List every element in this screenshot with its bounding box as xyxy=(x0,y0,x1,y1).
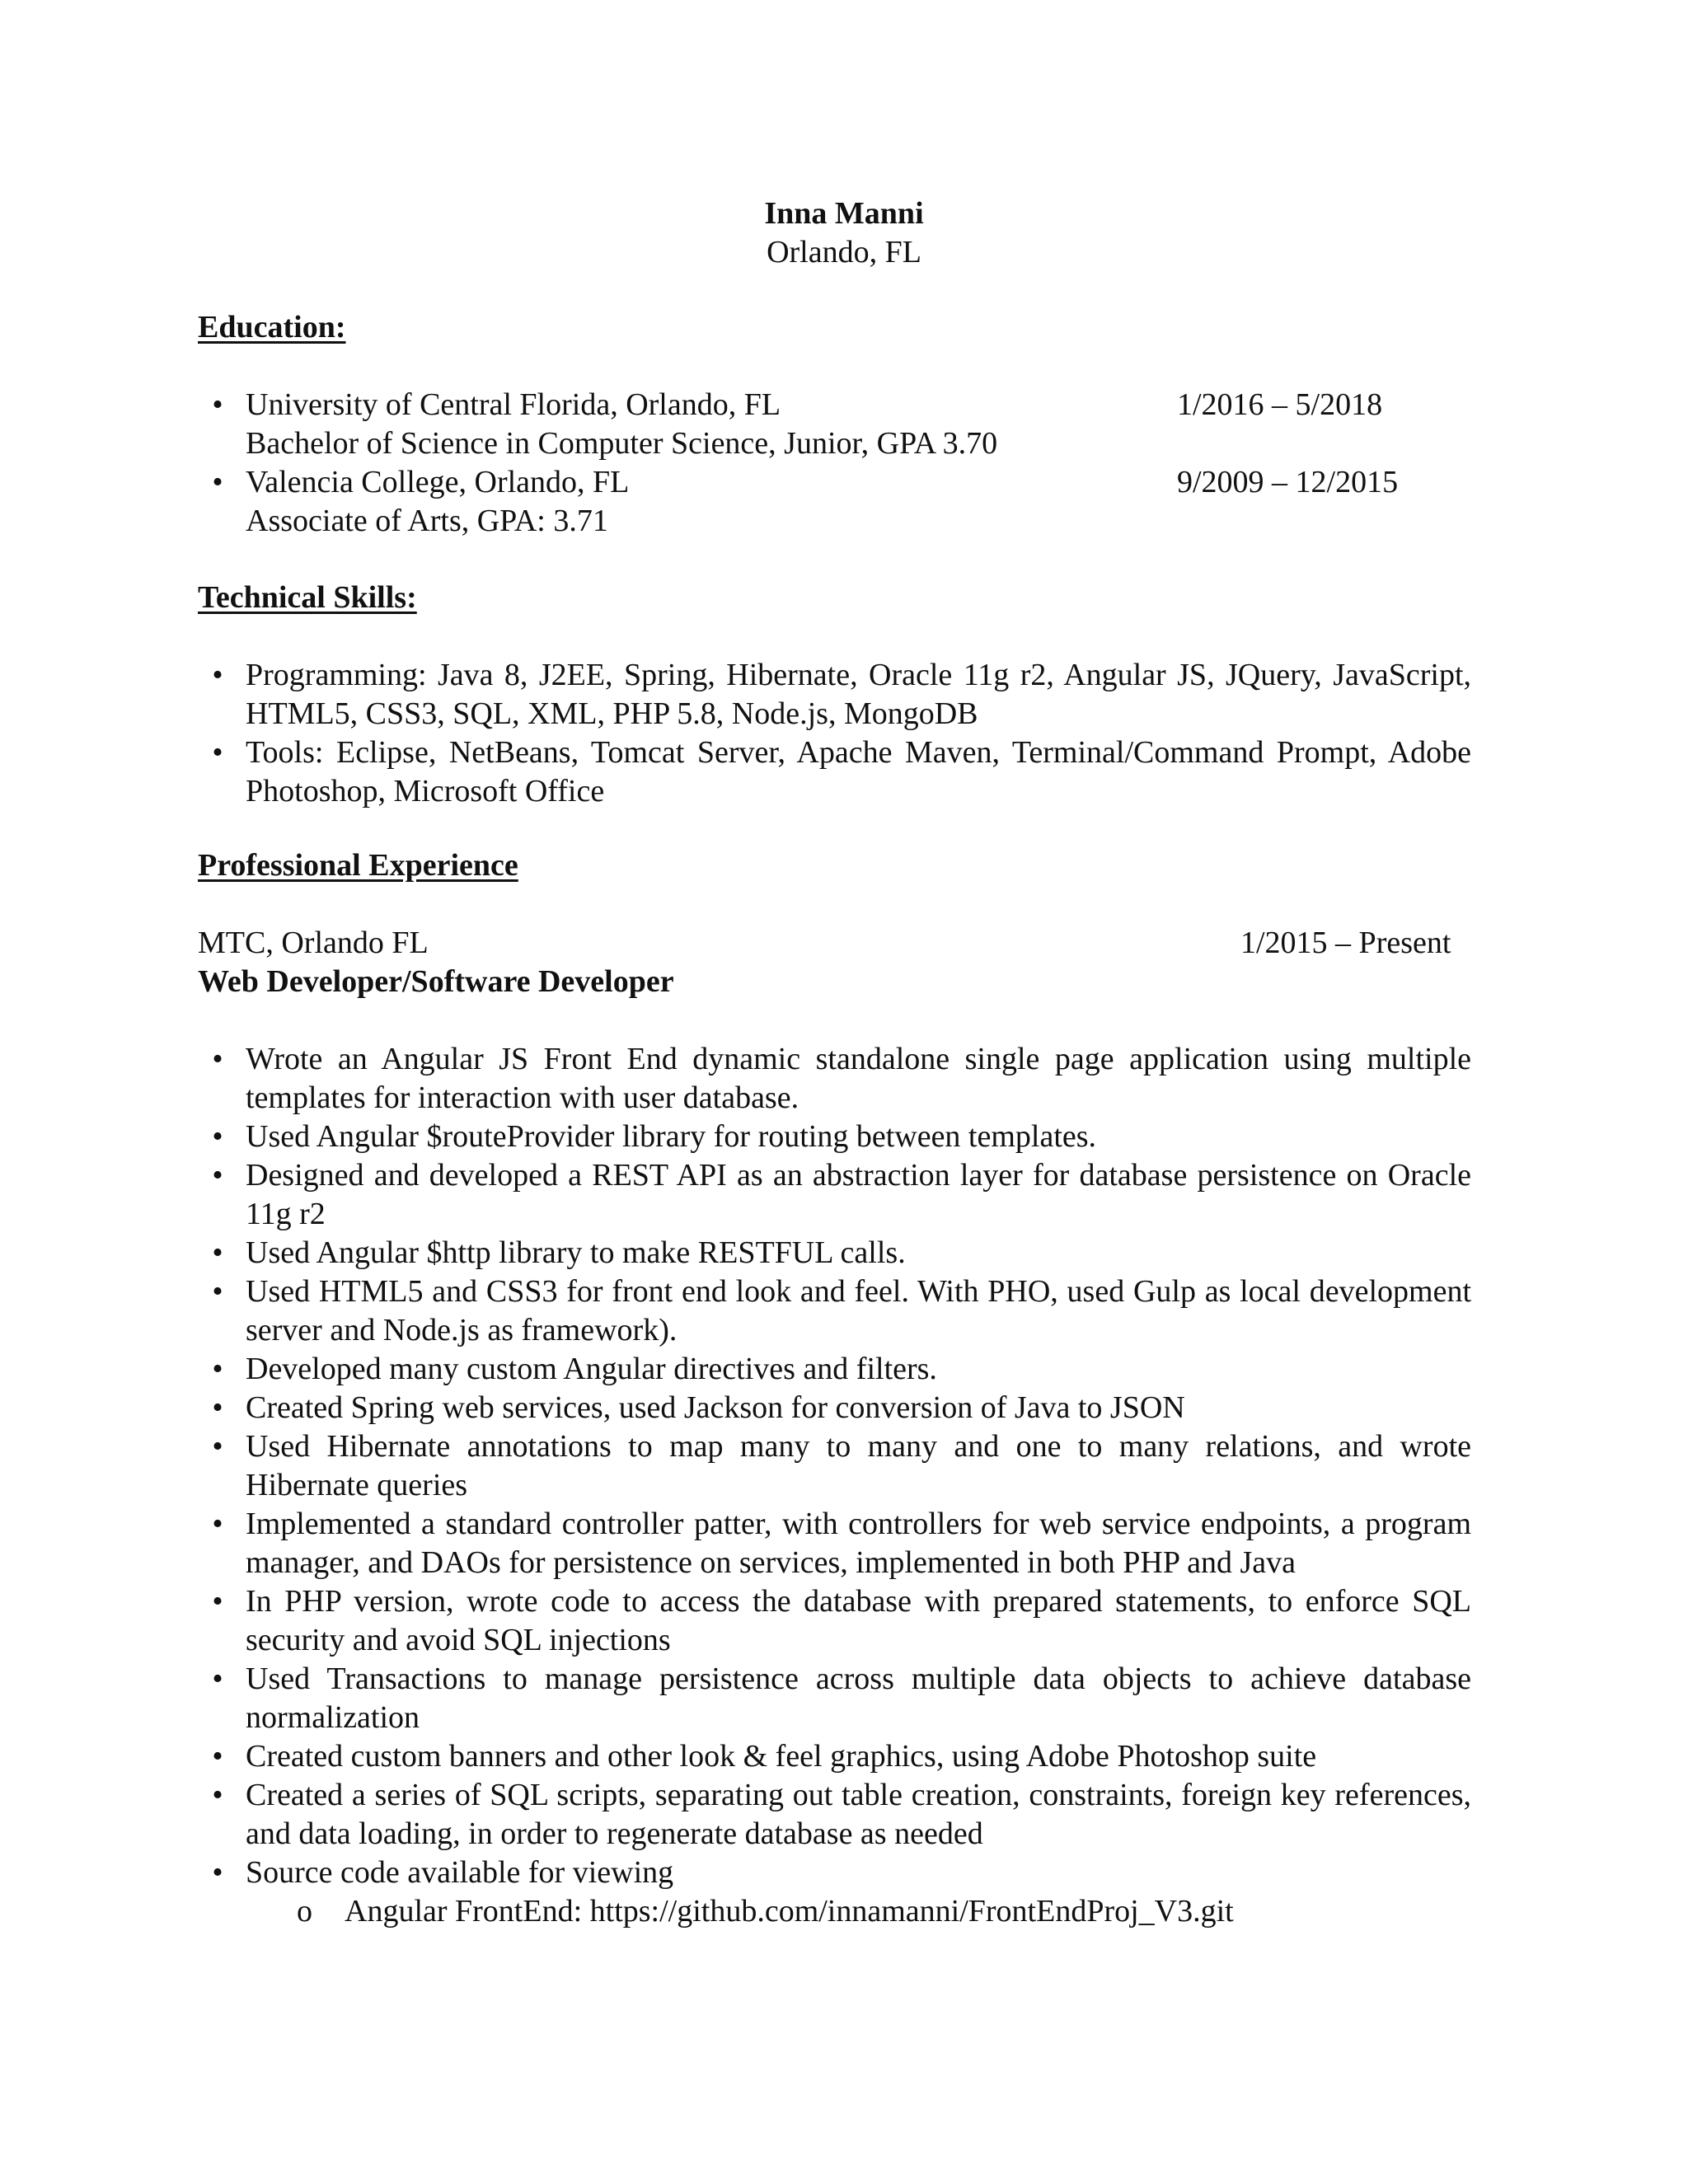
education-school: Valencia College, Orlando, FL xyxy=(246,465,630,499)
bullet-icon xyxy=(198,1776,237,1815)
bullet-text: In PHP version, wrote code to access the database with prepared statements, to enforce SQL security and avoid SQL injections xyxy=(246,1584,1471,1657)
bullet-text: Used Hibernate annotations to map many to many and one to many relations, and wrote Hibernate queries xyxy=(246,1429,1471,1502)
bullet-text: Source code available for viewing xyxy=(246,1855,674,1890)
bullet-icon xyxy=(198,386,237,424)
bullet-icon xyxy=(198,733,237,772)
bullet-text: Used Angular $http library to make RESTFUL calls. xyxy=(246,1235,906,1270)
education-school: University of Central Florida, Orlando, FL xyxy=(246,387,781,422)
employment-dates: 1/2015 – Present xyxy=(1240,926,1451,960)
education-heading: Education: xyxy=(198,310,346,344)
bullet-text: Wrote an Angular JS Front End dynamic standalone single page application using multiple templates for interaction with user database. xyxy=(246,1042,1471,1115)
skills-heading: Technical Skills: xyxy=(198,580,417,615)
bullet-text: Implemented a standard controller patter, with controllers for web service endpoints, a program manager, and DAOs for persistence on services, implemented in both PHP and Java xyxy=(246,1507,1471,1580)
skills-programming: Programming: Java 8, J2EE, Spring, Hibernate, Oracle 11g r2, Angular JS, JQuery, JavaScript, HTML5, CSS3, SQL, XML, PHP 5.8, Node.js, MongoDB xyxy=(246,658,1471,731)
education-dates: 9/2009 – 12/2015 xyxy=(1177,465,1399,499)
bullet-icon xyxy=(198,656,237,695)
education-detail: Bachelor of Science in Computer Science, Junior, GPA 3.70 xyxy=(246,426,998,461)
sub-bullet-marker: o xyxy=(297,1894,312,1929)
job-title: Web Developer/Software Developer xyxy=(198,964,674,999)
bullet-text: Created custom banners and other look & feel graphics, using Adobe Photoshop suite xyxy=(246,1739,1317,1774)
bullet-icon xyxy=(198,1272,237,1311)
candidate-location: Orlando, FL xyxy=(767,235,921,269)
employer: MTC, Orlando FL xyxy=(198,926,429,960)
github-link[interactable]: Angular FrontEnd: https://github.com/innamanni/FrontEndProj_V3.git xyxy=(345,1894,1234,1929)
bullet-text: Used Transactions to manage persistence across multiple data objects to achieve database normalization xyxy=(246,1661,1471,1735)
education-dates: 1/2016 – 5/2018 xyxy=(1177,387,1383,422)
bullet-text: Created a series of SQL scripts, separating out table creation, constraints, foreign key references, and data loading, in order to regenerate database as needed xyxy=(246,1778,1471,1851)
bullet-text: Used HTML5 and CSS3 for front end look and feel. With PHO, used Gulp as local development server and Node.js as framework). xyxy=(246,1274,1471,1347)
bullet-icon xyxy=(198,1156,237,1195)
candidate-name: Inna Manni xyxy=(764,196,924,231)
bullet-icon xyxy=(198,1737,237,1776)
bullet-text: Designed and developed a REST API as an abstraction layer for database persistence on Oracle 11g r2 xyxy=(246,1158,1471,1231)
bullet-icon xyxy=(198,463,237,502)
bullet-icon xyxy=(198,1505,237,1544)
bullet-icon xyxy=(198,1854,237,1892)
bullet-icon xyxy=(198,1040,237,1079)
bullet-text: Developed many custom Angular directives and filters. xyxy=(246,1352,937,1386)
experience-heading: Professional Experience xyxy=(198,848,518,883)
bullet-icon xyxy=(198,1660,237,1699)
bullet-icon xyxy=(198,1350,237,1389)
bullet-icon xyxy=(198,1118,237,1156)
bullet-icon xyxy=(198,1234,237,1272)
bullet-icon xyxy=(198,1582,237,1621)
bullet-text: Used Angular $routeProvider library for routing between templates. xyxy=(246,1119,1097,1154)
bullet-icon xyxy=(198,1389,237,1427)
bullet-text: Created Spring web services, used Jackson for conversion of Java to JSON xyxy=(246,1390,1185,1425)
education-detail: Associate of Arts, GPA: 3.71 xyxy=(246,504,608,538)
bullet-icon xyxy=(198,1427,237,1466)
resume-header xyxy=(0,194,1688,272)
skills-tools: Tools: Eclipse, NetBeans, Tomcat Server, Apache Maven, Terminal/Command Prompt, Adobe Photoshop, Microsoft Office xyxy=(246,735,1471,808)
